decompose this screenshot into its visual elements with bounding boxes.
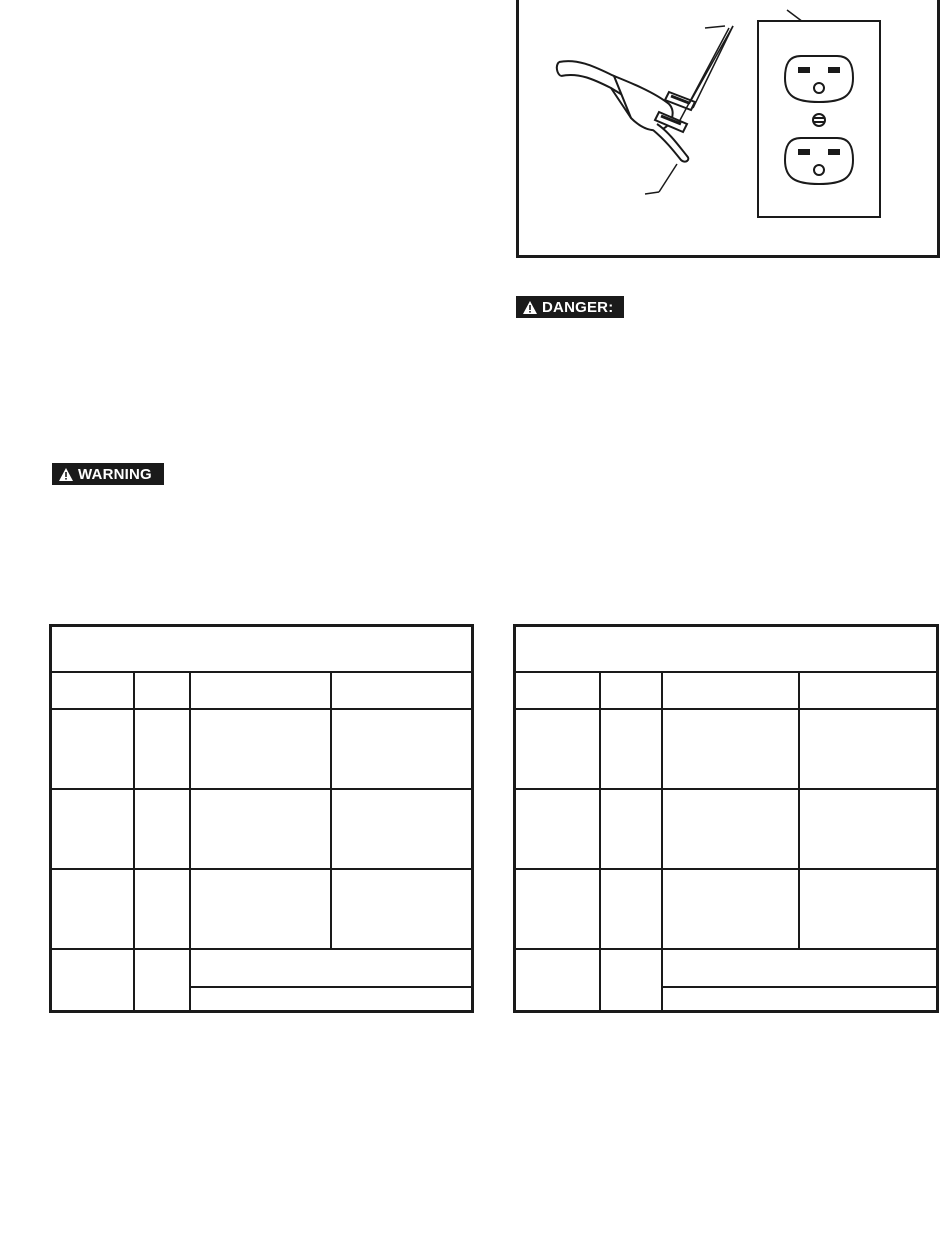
extension-cord-table-right — [513, 624, 939, 1013]
table-row-rule — [516, 708, 936, 710]
warning-badge-label: WARNING — [78, 465, 152, 483]
extension-cord-table-left — [49, 624, 474, 1013]
table-row-rule — [52, 788, 471, 790]
table-header-rule — [516, 671, 936, 673]
plug-outlet-illustration — [519, 0, 943, 258]
table-column-rule — [599, 671, 601, 1010]
table-row-rule — [52, 868, 471, 870]
warning-triangle-icon — [522, 300, 538, 315]
danger-badge-label: DANGER: — [542, 298, 614, 316]
plug-outlet-figure — [516, 0, 940, 258]
table-row-rule — [516, 788, 936, 790]
warning-badge — [52, 463, 164, 485]
table-column-rule — [330, 671, 332, 950]
table-subrow-rule — [661, 986, 936, 988]
duplex-outlet-icon — [758, 21, 880, 217]
table-column-rule — [133, 671, 135, 1010]
warning-triangle-icon — [58, 467, 74, 482]
table-column-rule — [661, 671, 663, 1010]
table-column-rule — [189, 671, 191, 1010]
table-row-rule — [516, 868, 936, 870]
table-row-rule — [52, 708, 471, 710]
table-header-rule — [52, 671, 471, 673]
table-row-rule — [516, 948, 936, 950]
danger-badge — [516, 296, 624, 318]
table-row-rule — [52, 948, 471, 950]
table-subrow-rule — [189, 986, 471, 988]
table-column-rule — [798, 671, 800, 950]
